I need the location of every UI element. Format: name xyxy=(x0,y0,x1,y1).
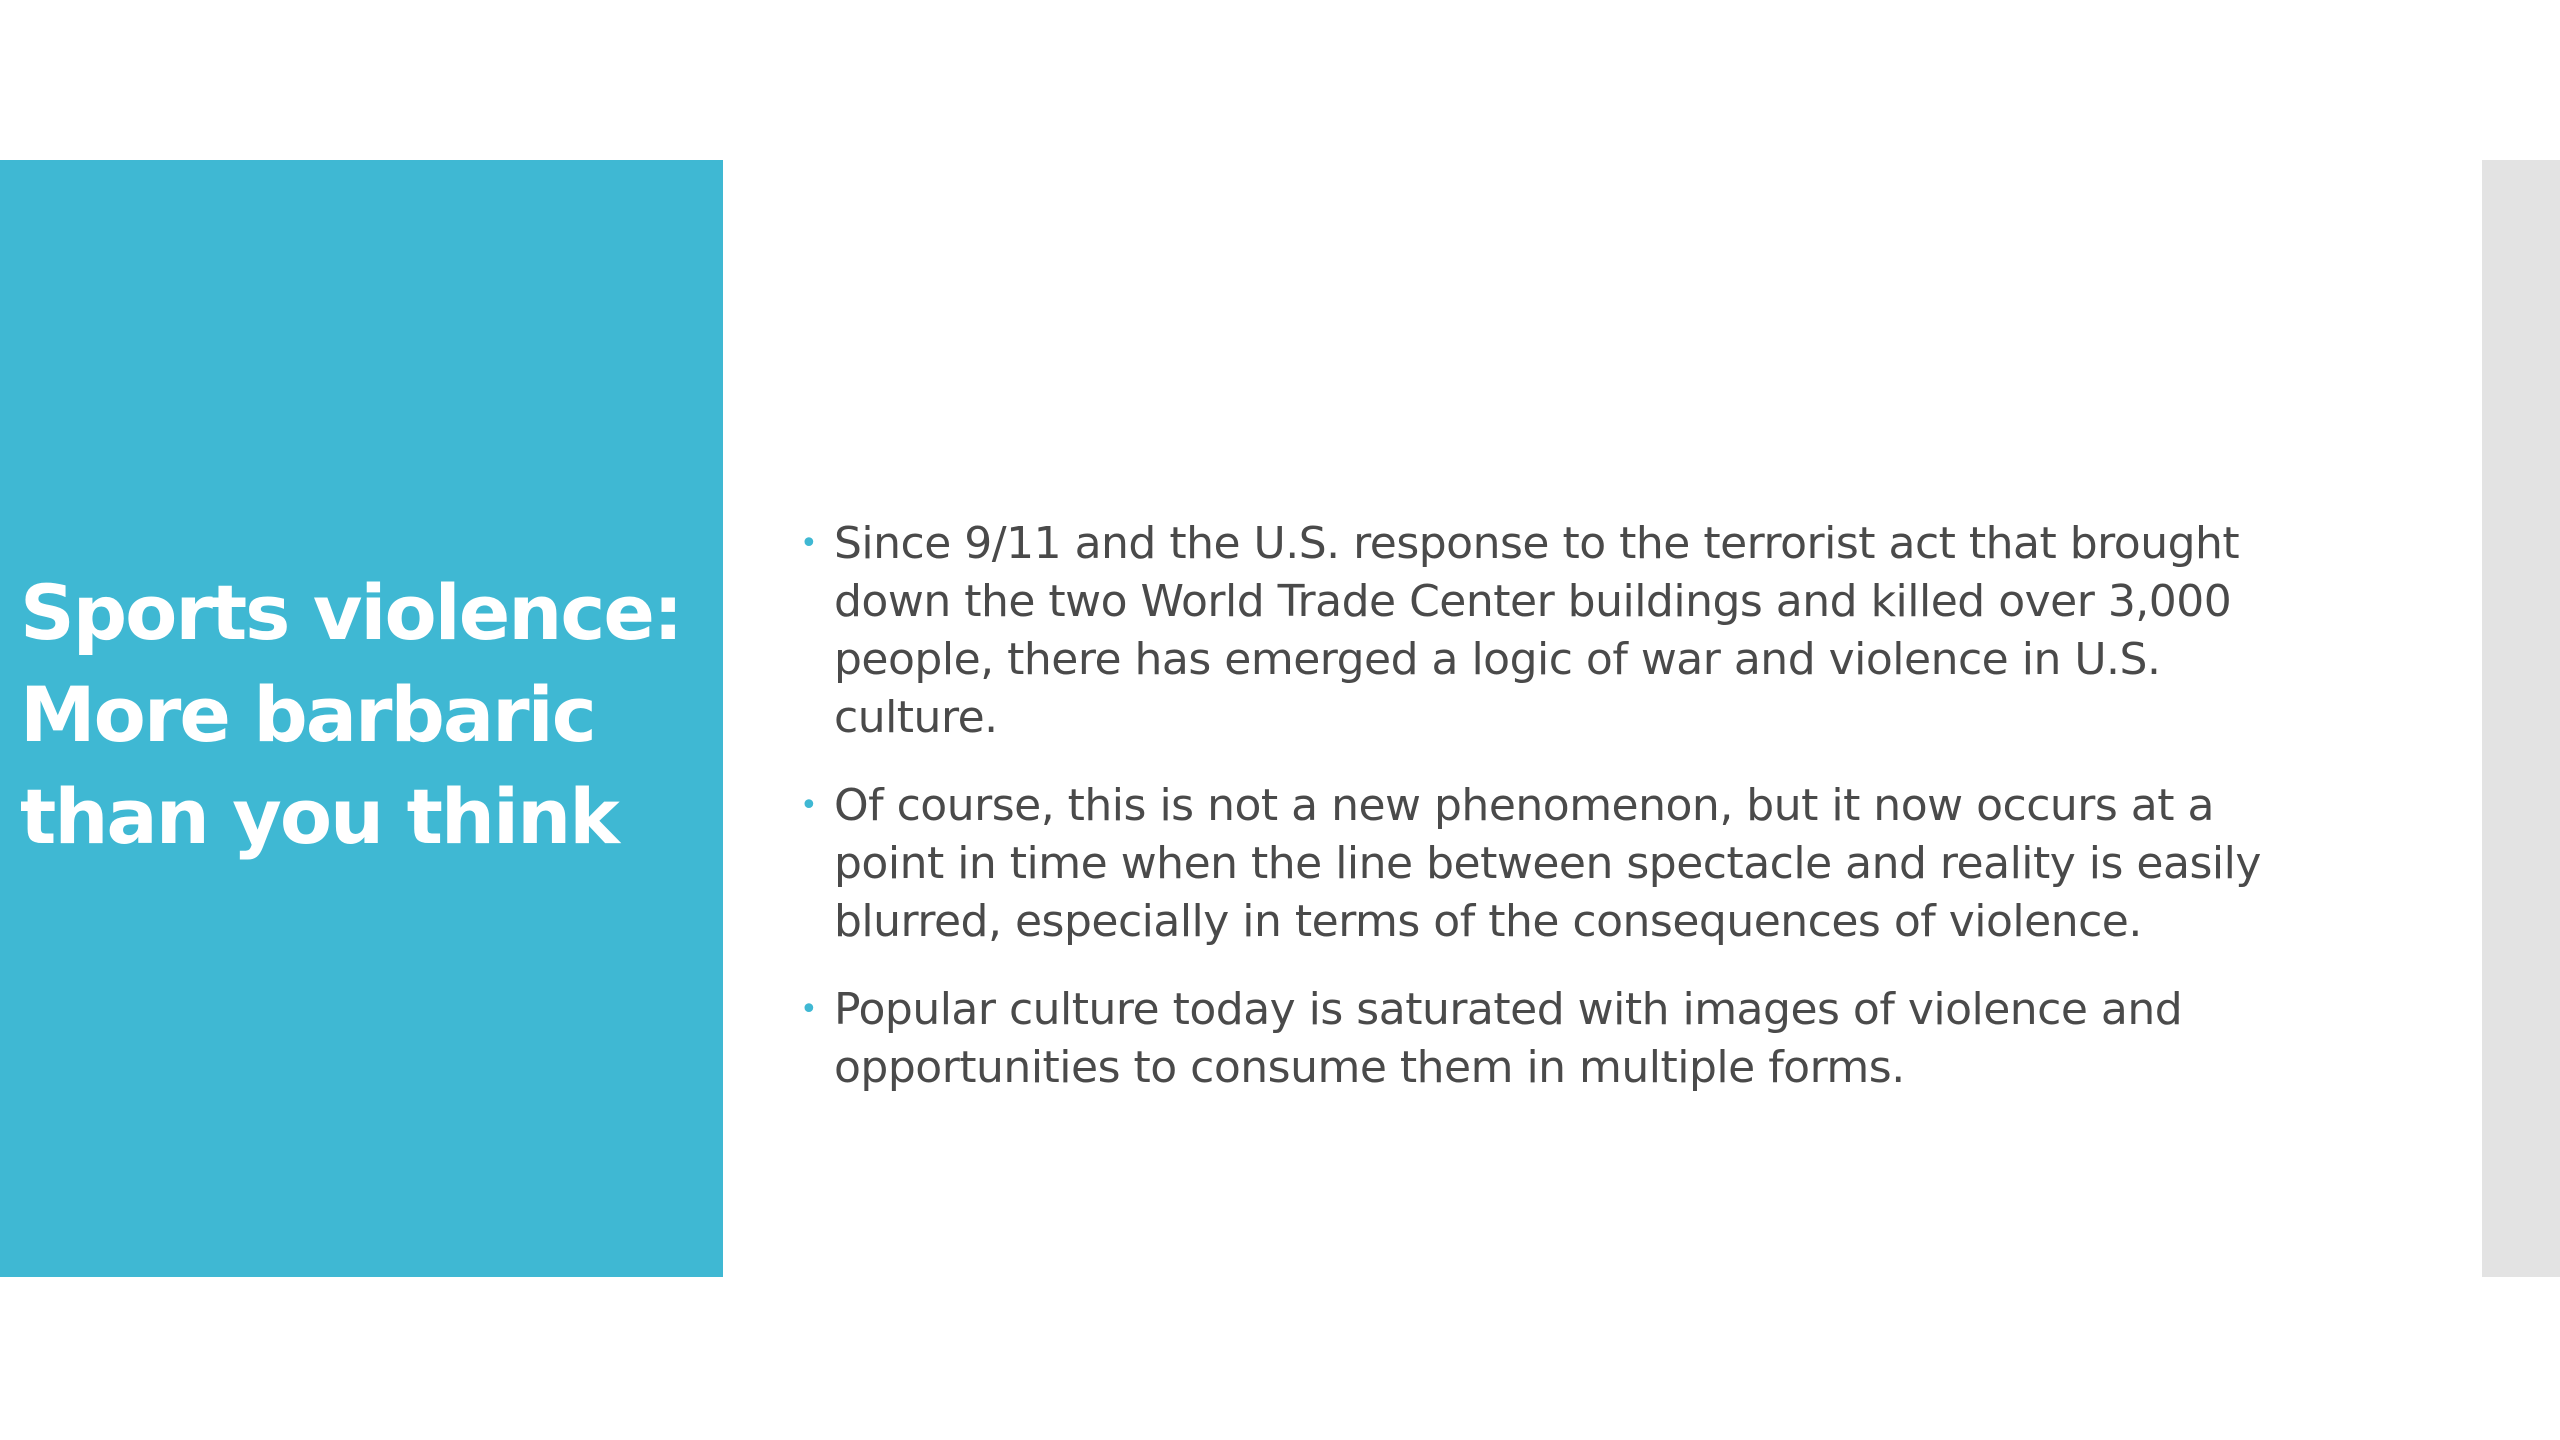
title-line: Sports violence: xyxy=(20,568,682,657)
side-strip xyxy=(2482,160,2560,1277)
bullet-item xyxy=(796,515,2306,747)
bullet-icon: • xyxy=(800,788,818,823)
bullet-icon: • xyxy=(800,526,818,561)
bullet-text: Since 9/11 and the U.S. response to the terrorist act that brought down the two World Trade Center buildings and killed over 3,000 people, there has emerged a logic of war and violence in U.S. culture. xyxy=(834,518,2240,743)
slide-title xyxy=(20,562,710,868)
title-line: More barbaric xyxy=(20,670,595,759)
bullet-list xyxy=(796,515,2306,1127)
bullet-text: Popular culture today is saturated with images of violence and opportunities to consume them in multiple forms. xyxy=(834,984,2183,1093)
title-line: than you think xyxy=(20,772,618,861)
bullet-icon: • xyxy=(800,992,818,1027)
bullet-item xyxy=(796,981,2306,1097)
bullet-text: Of course, this is not a new phenomenon, but it now occurs at a point in time when the line between spectacle and reality is easily blurred, especially in terms of the consequences of violence. xyxy=(834,780,2261,947)
bullet-item xyxy=(796,777,2306,951)
